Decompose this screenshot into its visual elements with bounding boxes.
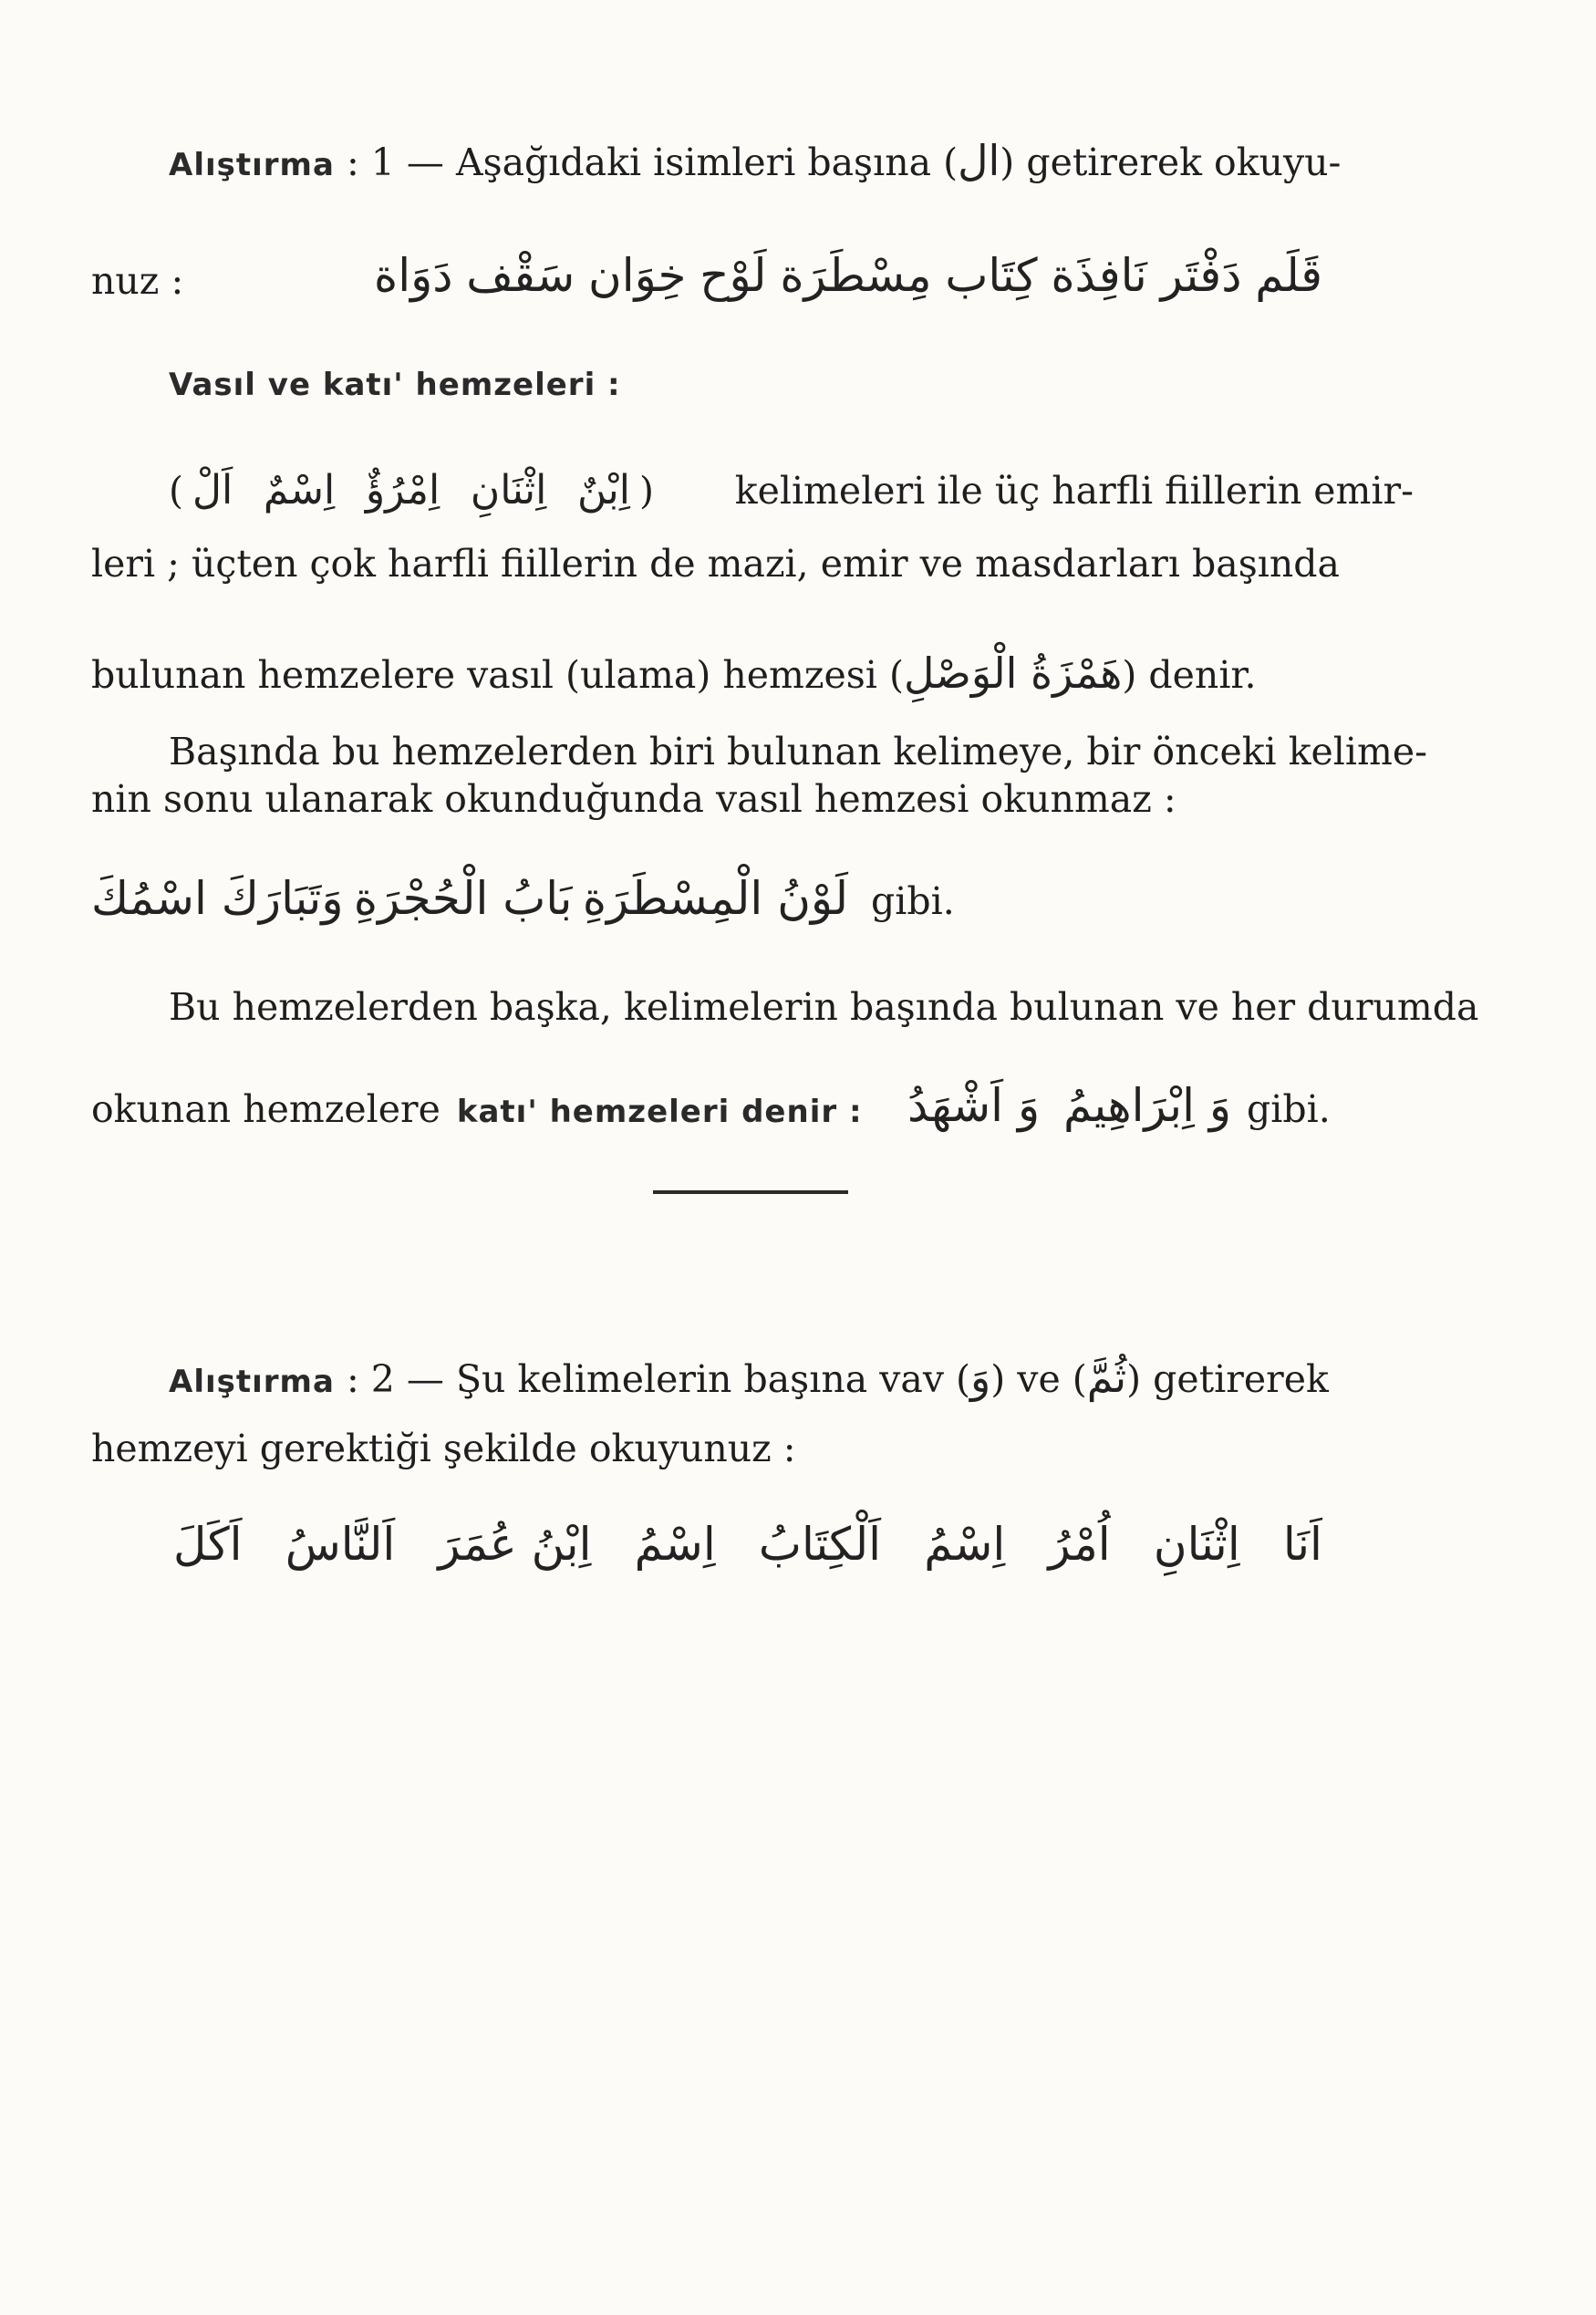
arabic-example: لَوْنُ الْمِسْطَرَةِ	[582, 872, 848, 925]
exercise-2-text-2: hemzeyi gerektiği şekilde okuyunuz :	[91, 1427, 796, 1470]
arabic-word: دَوَاة	[374, 249, 453, 302]
para-1-line-2	[91, 540, 1414, 587]
arabic-word: اَكَلَ	[173, 1517, 243, 1571]
arabic-word: نَافِذَة	[1051, 249, 1147, 302]
arabic-example: وَ اِبْرَاهِيمُ	[1062, 1079, 1231, 1132]
arabic-example: وَ اَشْهَدُ	[907, 1079, 1041, 1132]
arabic-word: اُمْرُ	[1048, 1517, 1111, 1571]
para-2-line-2	[91, 775, 1414, 823]
para-3-line-1	[169, 983, 1479, 1031]
vav-word: وَ	[970, 1353, 991, 1402]
exercise-1-number: : 1 —	[346, 140, 444, 184]
exercise-1-continuation: nuz :	[91, 259, 184, 303]
arabic-word: اِسْمُ	[634, 1517, 716, 1571]
section-heading: Vasıl ve katı' hemzeleri :	[169, 367, 621, 403]
para-3-gibi: gibi.	[1247, 1087, 1331, 1131]
para-2-gibi: gibi.	[871, 879, 955, 923]
para-3-gibi-line	[1247, 1085, 1411, 1133]
para-3-text-2b: katı' hemzeleri denir :	[456, 1094, 863, 1130]
para-3-text-2a: okunan hemzelere	[91, 1087, 440, 1131]
exercise-2-word-list	[173, 1505, 1322, 1583]
arabic-word: اِسْمٌ	[263, 467, 336, 514]
arabic-word: اِبْنُ عُمَرَ	[438, 1517, 592, 1571]
arabic-word: اَلنَّاسُ	[285, 1517, 396, 1571]
para-1-line-3	[91, 649, 1414, 699]
exercise-1-line-1	[169, 137, 1414, 189]
arabic-word: اَنَا	[1282, 1517, 1322, 1571]
arabic-word: كِتَاب	[945, 249, 1038, 302]
section-heading-line	[169, 361, 1491, 409]
arabic-word: خِوَان	[588, 249, 687, 302]
exercise-1-word-list	[374, 239, 1322, 312]
exercise-2-number: : 2 —	[346, 1357, 444, 1401]
para-1-text-2: leri ; üçten çok harfli fiillerin de mazi, emir ve masdarları başında	[91, 542, 1340, 586]
arabic-word: لَوْح	[700, 249, 767, 302]
arabic-word: اِمْرُؤٌ	[365, 467, 440, 514]
para-2-gibi-line	[871, 877, 1053, 925]
arabic-word: اِسْمُ	[924, 1517, 1006, 1571]
arabic-word: اَلْكِتَابُ	[758, 1517, 882, 1571]
para-1-arabic-words	[192, 467, 630, 514]
horizontal-divider	[653, 1190, 848, 1194]
exercise-2-line-2	[91, 1425, 1414, 1472]
exercise-1-instruction: Aşağıdaki isimleri başına (	[455, 140, 959, 184]
exercise-2-instruction-end: ) getirerek	[1126, 1357, 1329, 1401]
para-2-examples	[91, 862, 848, 935]
exercise-2-instruction-mid: ) ve (	[990, 1357, 1087, 1401]
exercise-2-label: Alıştırma	[169, 1364, 335, 1400]
para-2-line-1	[169, 728, 1428, 775]
arabic-word: اَلْ	[192, 467, 233, 514]
para-1-text-1: kelimeleri ile üç harfli fiillerin emir-	[734, 469, 1414, 513]
arabic-example: بَابُ الْحُجْرَةِ	[353, 872, 573, 925]
arabic-word: مِسْطَرَة	[780, 249, 932, 302]
arabic-word: دَفْتَر	[1160, 249, 1242, 302]
para-3-examples	[907, 1069, 1231, 1142]
exercise-1-al: ال	[958, 136, 1000, 185]
para-3-text-1: Bu hemzelerden başka, kelimelerin başında bulunan ve her durumda	[169, 985, 1479, 1029]
exercise-1-label: Alıştırma	[169, 147, 335, 183]
hemzetul-vasl: هَمْزَةُ الْوَصْلِ	[903, 649, 1123, 698]
arabic-word: اِبْنٌ	[577, 467, 630, 514]
arabic-word: قَلَم	[1255, 249, 1322, 302]
para-2-text-1: Başında bu hemzelerden biri bulunan kelimeye, bir önceki kelime-	[169, 730, 1428, 773]
close-paren: )	[639, 469, 654, 513]
exercise-2-line-1	[169, 1354, 1414, 1406]
exercise-2-instruction: Şu kelimelerin başına vav (	[455, 1357, 971, 1401]
arabic-word: اِثْنَانِ	[1153, 1517, 1240, 1571]
para-1-line-1	[169, 467, 1414, 514]
para-1-text-3b: ) denir.	[1122, 653, 1257, 697]
arabic-word: سَقْف	[466, 249, 575, 302]
exercise-1-instruction-end: ) getirerek okuyu-	[1000, 140, 1342, 184]
para-2-text-2: nin sonu ulanarak okunduğunda vasıl hemzesi okunmaz :	[91, 777, 1176, 821]
arabic-example: وَتَبَارَكَ اسْمُكَ	[91, 872, 344, 925]
thumma-word: ثُمَّ	[1086, 1353, 1127, 1402]
arabic-word: اِثْنَانِ	[470, 467, 547, 514]
para-1-text-3a: bulunan hemzelere vasıl (ulama) hemzesi (	[91, 653, 904, 697]
open-paren: (	[169, 469, 183, 513]
